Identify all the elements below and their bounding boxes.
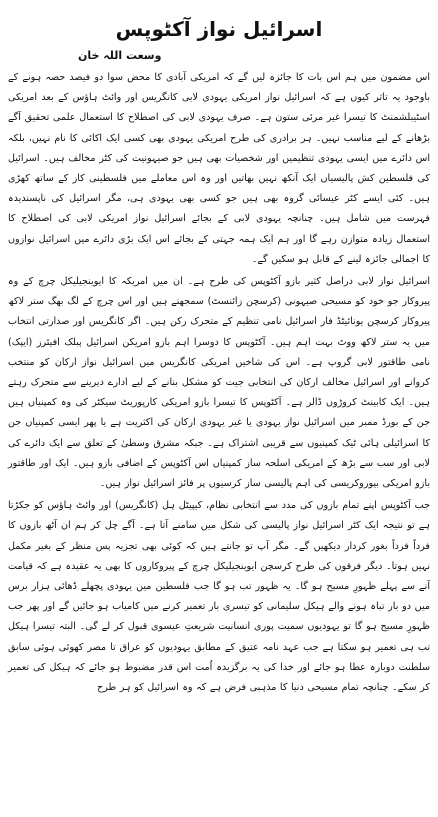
- article-paragraph-3: جب آکٹوپس اپنے تمام بازوں کی مدد سے انتخابی نظام، کیپیٹل ہل (کانگریس) اور وائٹ ہاؤس کو جکڑتا ہے تو نتیجہ ایک کٹر اسرائیل نواز پالیسی کی شکل میں سامنے آتا ہے۔ آگے چل کر ہم ان آٹھ بازوں کا فرداً فرداً بغور کردار دیکھیں گے۔ مگر آپ تو جانتے ہیں کہ کوئی بھی تجزیہ پس منظر کے بغیر مکمل نہیں ہوتا۔ دیگر فرقوں کی طرح کرسچن ایوینجیلیکل چرچ کے پیروکاروں کا بھی یہ عقیدہ ہے کہ قیامت آنے سے پہلے ظہورِ مسیح ہو گا۔ یہ ظہور تب ہو گا جب فلسطین میں یہودی پچھلے ڈھائی ہزار برس میں دو بار تباہ ہونے والے ہیکل سلیمانی کو تیسری بار تعمیر کرنے میں کامیاب ہو جائیں گے اور پھر جب ظہورِ مسیح ہو گا تو یہودیوں سمیت پوری انسانیت شریعتِ عیسوی قبول کر لے گی۔ البتہ تیسرا ہیکل تب ہی تعمیر ہو سکتا ہے جب عہد نامہ عتیق کے مطابق یہودیوں کو عراق تا مصر کھوئی ہوئی سابق سلطنت دوبارہ عطا ہو جائے اور خدا کی یہ برگزیدہ اُمت اس قدر مضبوط ہو جائے کہ ہیکل کی تعمیر کر سکے۔ چنانچہ تمام مسیحی دنیا کا مذہبی فرض ہے کہ وہ اسرائیل کو ہر طرح: [8, 500, 430, 694]
- article-paragraph-1: اس مضمون میں ہم اس بات کا جائزہ لیں گے کہ امریکی آبادی کا محض سوا دو فیصد حصہ ہونے کے باوجود یہ تاثر کیوں ہے کہ اسرائیل نواز امریکی یہودی لابی کانگریس اور وائٹ ہاؤس کے بعد امریکی اسٹیبلشمنٹ کا تیسرا غیر مرئی ستون ہے۔ صرف یہودی لابی کی اصطلاح کا استعمال علمی تحقیق آگے بڑھانے کے لیے مناسب نہیں۔ ہر برادری کی طرح امریکی یہودی بھی کسی ایک اکائی کا نام نہیں، بلکہ اس دائرے میں ایسی یہودی تنظیمیں اور شخصیات بھی ہیں جو صیہونیت کی کٹر مخالف ہیں۔ اسرائیل کی فلسطین کش پالیسیاں ایک آنکھ نہیں بھاتیں اور وہ اس معاملے میں فلسطینی کاز کے ساتھ کھڑی ہیں۔ کئی ایسے کٹر عیسائی گروہ بھی ہیں جو کسی بھی یہودی ہی، مگر اسرائیل کی ناپسندیدہ فہرست میں شامل ہیں۔ چنانچہ یہودی لابی کے بجائے اسرائیل نواز امریکی لابی کی اصطلاح کا استعمال زیادہ متوازن رہے گا اور ہم ایک ہمہ جہتی کے بجائے اس ایک بڑی دائرے میں اسرائیل نوازوں کا اجمالی جائزہ لینے کے قابل ہو سکیں گے۔: [8, 72, 430, 265]
- article-title: اسرائیل نواز آکٹوپس: [115, 17, 323, 41]
- author-name: وسعت اللہ خان: [78, 49, 162, 62]
- article-paragraph-2: اسرائیل نواز لابی دراصل کثیر بازو آکٹوپس کی طرح ہے۔ ان میں امریکہ کا ایوینجیلیکل چرچ کے وہ پیروکار جو خود کو مسیحی صیہونی (کرسچن زائنسٹ) سمجھتے ہیں اور اس چرچ کے لگ بھگ ستر لاکھ پیروکار کرسچن یونائیٹڈ فار اسرائیل نامی تنظیم کے متحرک رکن ہیں۔ اگر کانگریس اور صدارتی انتخاب میں یہ ستر لاکھ ووٹ بہت اہم ہیں۔ آکٹوپس کا دوسرا اہم بازو امریکن اسرائیل پبلک افیئرز (ایپک) نامی طاقتور لابی گروپ ہے۔ اس کی شاخیں امریکی کانگریس میں اسرائیل نواز ارکان کو منتخب کروانے اور اسرائیل مخالف ارکان کی انتخابی جیت کو مشکل بنانے کے لیے ادارے دیرینے سے متحرک رہتے ہیں۔ ایک کابینٹ کروڑوں ڈالر ہے۔ آکٹوپس کا تیسرا بازو امریکی کارپوریٹ سیکٹر کی وہ کمپنیاں ہیں جن کے بورڈ ممبر میں اسرائیل نواز یہودی یا غیر یہودی ارکان کی اکثریت ہے یا پھر ایسی کمپنیاں جن کا اسرائیلی ہائی ٹیک کمپنیوں سے قریبی اشتراک ہے۔ جبکہ مشرق وسطیٰ کے تعلق سے ایک دائرے کی لابی اور سب سے بڑھ کے امریکی اسلحہ ساز کمپنیاں اس آکٹوپس کے اضافی بازو ہیں۔ ایک اور طاقتور بازو امریکی بیوروکریسی کی اہم پالیسی ساز کرسیوں پر فائز اسرائیل نواز ہیں۔: [8, 276, 430, 490]
